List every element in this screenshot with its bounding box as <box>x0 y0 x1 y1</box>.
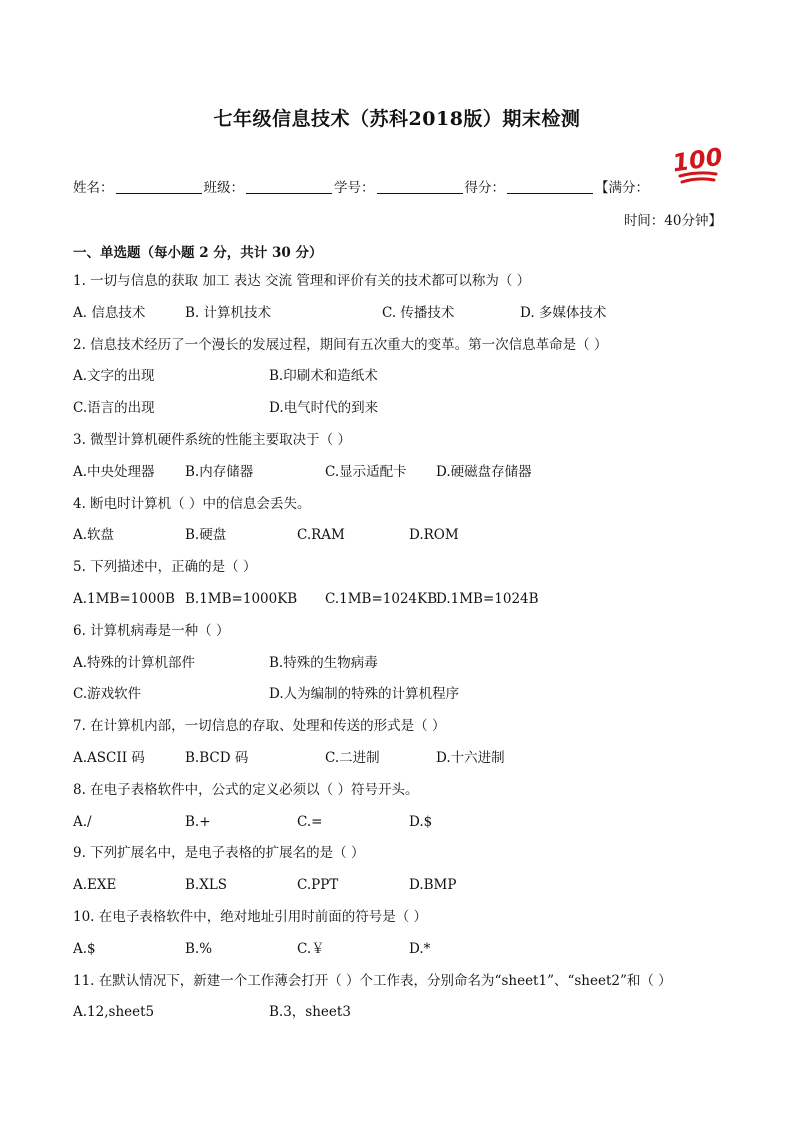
option-d[interactable]: D.$ <box>409 813 433 830</box>
option-d[interactable]: D. 多媒体技术 <box>520 304 607 321</box>
option-c[interactable]: C.显示适配卡 <box>325 463 407 480</box>
question-text: 2. 信息技术经历了一个漫长的发展过程，期间有五次重大的变革。第一次信息革命是（ ） <box>73 336 608 353</box>
option-c[interactable]: C.游戏软件 <box>73 686 142 703</box>
id-blank[interactable] <box>377 192 463 194</box>
question-text: 8. 在电子表格软件中，公式的定义必须以（ ）符号开头。 <box>73 781 419 798</box>
name-blank[interactable] <box>116 192 202 194</box>
option-c[interactable]: C.语言的出现 <box>73 400 155 417</box>
option-d[interactable]: D.ROM <box>409 527 459 544</box>
option-a[interactable]: A.$ <box>73 940 96 957</box>
option-d[interactable]: D.十六进制 <box>436 750 505 766</box>
option-c[interactable]: C.二进制 <box>325 750 380 766</box>
option-b[interactable]: B.印刷术和造纸术 <box>269 368 378 385</box>
option-b[interactable]: B.特殊的生物病毒 <box>269 654 378 671</box>
option-d[interactable]: D.人为编制的特殊的计算机程序 <box>269 686 460 703</box>
name-label: 姓名： <box>73 180 114 196</box>
question-text: 1. 一切与信息的获取 加工 表达 交流 管理和评价有关的技术都可以称为（ ） <box>73 273 531 289</box>
option-b[interactable]: B.% <box>185 940 213 957</box>
option-d[interactable]: D.硬磁盘存储器 <box>436 463 532 480</box>
option-a[interactable]: A.1MB=1000B <box>73 591 175 607</box>
option-a[interactable]: A.特殊的计算机部件 <box>73 654 196 671</box>
option-a[interactable]: A.ASCII 码 <box>73 750 145 766</box>
option-a[interactable]: A.软盘 <box>73 527 115 544</box>
option-a[interactable]: A.文字的出现 <box>73 368 155 385</box>
full-score-label: 【满分： <box>595 180 649 196</box>
option-b[interactable]: B.XLS <box>185 877 228 894</box>
badge-text: 100 <box>670 142 725 178</box>
question-text: 9. 下列扩展名中，是电子表格的扩展名的是（ ） <box>73 845 365 862</box>
page-title: 七年级信息技术（苏科2018版）期末检测 <box>213 108 581 130</box>
option-b[interactable]: B. 计算机技术 <box>185 304 272 321</box>
option-c[interactable]: C.￥ <box>297 940 325 957</box>
option-b[interactable]: B.+ <box>185 813 211 830</box>
option-a[interactable]: A./ <box>73 813 92 830</box>
option-c[interactable]: C.= <box>297 813 323 830</box>
option-a[interactable]: A.12,sheet5 <box>73 1004 155 1021</box>
option-c[interactable]: C.1MB=1024KB <box>325 591 438 607</box>
option-b[interactable]: B.3，sheet3 <box>269 1004 351 1021</box>
section-heading: 一、单选题（每小题 2 分，共计 30 分） <box>73 245 323 261</box>
option-c[interactable]: C.RAM <box>297 527 345 544</box>
option-d[interactable]: D.电气时代的到来 <box>269 400 379 417</box>
question-text: 11. 在默认情况下，新建一个工作薄会打开（ ）个工作表，分别命名为“sheet1”、“sheet2”和（ ） <box>73 972 672 989</box>
option-a[interactable]: A. 信息技术 <box>73 304 146 321</box>
option-b[interactable]: B.硬盘 <box>185 527 227 544</box>
score-blank[interactable] <box>507 192 593 194</box>
question-text: 4. 断电时计算机（ ）中的信息会丢失。 <box>73 495 311 512</box>
option-d[interactable]: D.1MB=1024B <box>436 591 539 607</box>
question-text: 6. 计算机病毒是一种（ ） <box>73 622 230 639</box>
question-text: 5. 下列描述中，正确的是（ ） <box>73 559 257 576</box>
option-d[interactable]: D.BMP <box>409 877 457 894</box>
question-text: 7. 在计算机内部，一切信息的存取、处理和传送的形式是（ ） <box>73 718 446 735</box>
option-b[interactable]: B.1MB=1000KB <box>185 591 298 607</box>
option-a[interactable]: A.中央处理器 <box>73 463 155 480</box>
option-d[interactable]: D.* <box>409 940 431 957</box>
question-text: 10. 在电子表格软件中，绝对地址引用时前面的符号是（ ） <box>73 909 428 925</box>
hundred-points-icon <box>670 140 725 188</box>
option-b[interactable]: B.BCD 码 <box>185 750 249 766</box>
id-label: 学号： <box>334 180 375 196</box>
option-b[interactable]: B.内存储器 <box>185 463 254 480</box>
student-info-row <box>73 176 649 196</box>
option-c[interactable]: C.PPT <box>297 877 339 894</box>
class-label: 班级： <box>203 180 244 196</box>
option-c[interactable]: C. 传播技术 <box>382 304 455 321</box>
score-label: 得分： <box>464 180 505 196</box>
class-blank[interactable] <box>246 192 332 194</box>
time-limit: 时间：40分钟】 <box>623 213 722 229</box>
option-a[interactable]: A.EXE <box>73 877 117 894</box>
question-text: 3. 微型计算机硬件系统的性能主要取决于（ ） <box>73 432 351 448</box>
